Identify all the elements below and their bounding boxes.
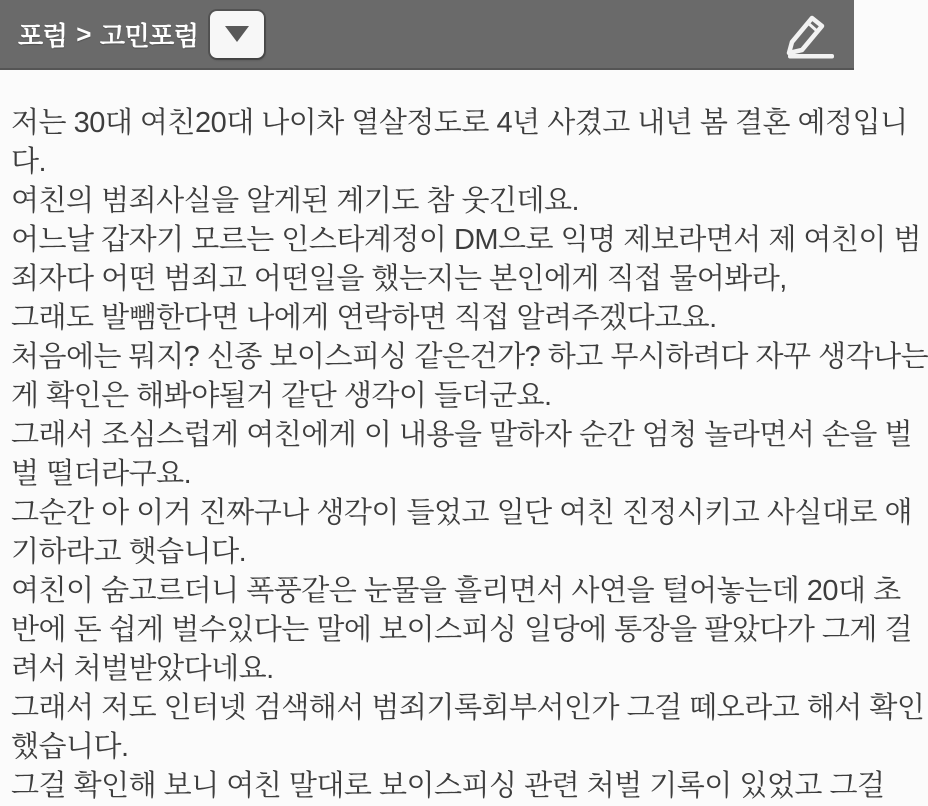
breadcrumb-separator: > [76,18,91,49]
post-text-line: 여친이 숨고르더니 폭풍같은 눈물을 흘리면서 사연을 털어놓는데 20대 초 [11,575,901,607]
post-text-line: 그래서 저도 인터넷 검색해서 범죄기록회부서인가 그걸 떼오라고 해서 확인 [11,692,925,724]
post-text-line-clipped: 그걸 확인해 보니 여친 말대로 보이스피싱 관련 처벌 기록이 있었고 그걸 [11,770,885,802]
post-text-line: 어느날 갑자기 모르는 인스타계정이 DM으로 익명 제보라면서 제 여친이 범 [11,224,922,256]
post-text-line: 려서 처벌받았다네요. [11,653,274,685]
post-text-line: 저는 30대 여친20대 나이차 열살정도로 4년 사겼고 내년 봄 결혼 예정입니 [11,107,908,139]
post-text-line: 처음에는 뭐지? 신종 보이스피싱 같은건가? 하고 무시하려다 자꾸 생각나는 [11,341,928,373]
post-text-line: 여친의 범죄사실을 알게된 계기도 참 웃긴데요. [11,185,580,217]
post-content [0,70,928,806]
forum-header-bar [0,0,854,70]
compose-button[interactable] [774,10,836,58]
breadcrumb [18,16,198,53]
post-text-line: 게 확인은 해봐야될거 같단 생각이 들더군요. [11,380,552,412]
breadcrumb-forum[interactable]: 포럼 [18,20,68,51]
down-triangle-icon [225,26,249,42]
breadcrumb-gomin-forum[interactable]: 고민포럼 [99,20,199,51]
pencil-icon [774,10,836,58]
post-text-line: 반에 돈 쉽게 벌수있다는 말에 보이스피싱 일당에 통장을 팔았다가 그게 걸 [11,614,912,646]
post-text-line: 그래서 조심스럽게 여친에게 이 내용을 말하자 순간 엄청 놀라면서 손을 벌 [11,419,912,451]
post-text-line: 벌 떨더라구요. [11,458,192,490]
post-text-line: 했습니다. [11,731,129,763]
post-text-line: 기하라고 햇습니다. [11,536,247,568]
board-dropdown-button[interactable] [210,11,264,58]
post-text-line: 다. [11,146,47,178]
post-text-line: 그순간 아 이거 진짜구나 생각이 들었고 일단 여친 진정시키고 사실대로 얘 [11,497,912,529]
post-text-line: 죄자다 어떤 범죄고 어떤일을 했는지는 본인에게 직접 물어봐라, [11,263,787,295]
post-text-line: 그래도 발뺌한다면 나에게 연락하면 직접 알려주겠다고요. [11,302,717,334]
